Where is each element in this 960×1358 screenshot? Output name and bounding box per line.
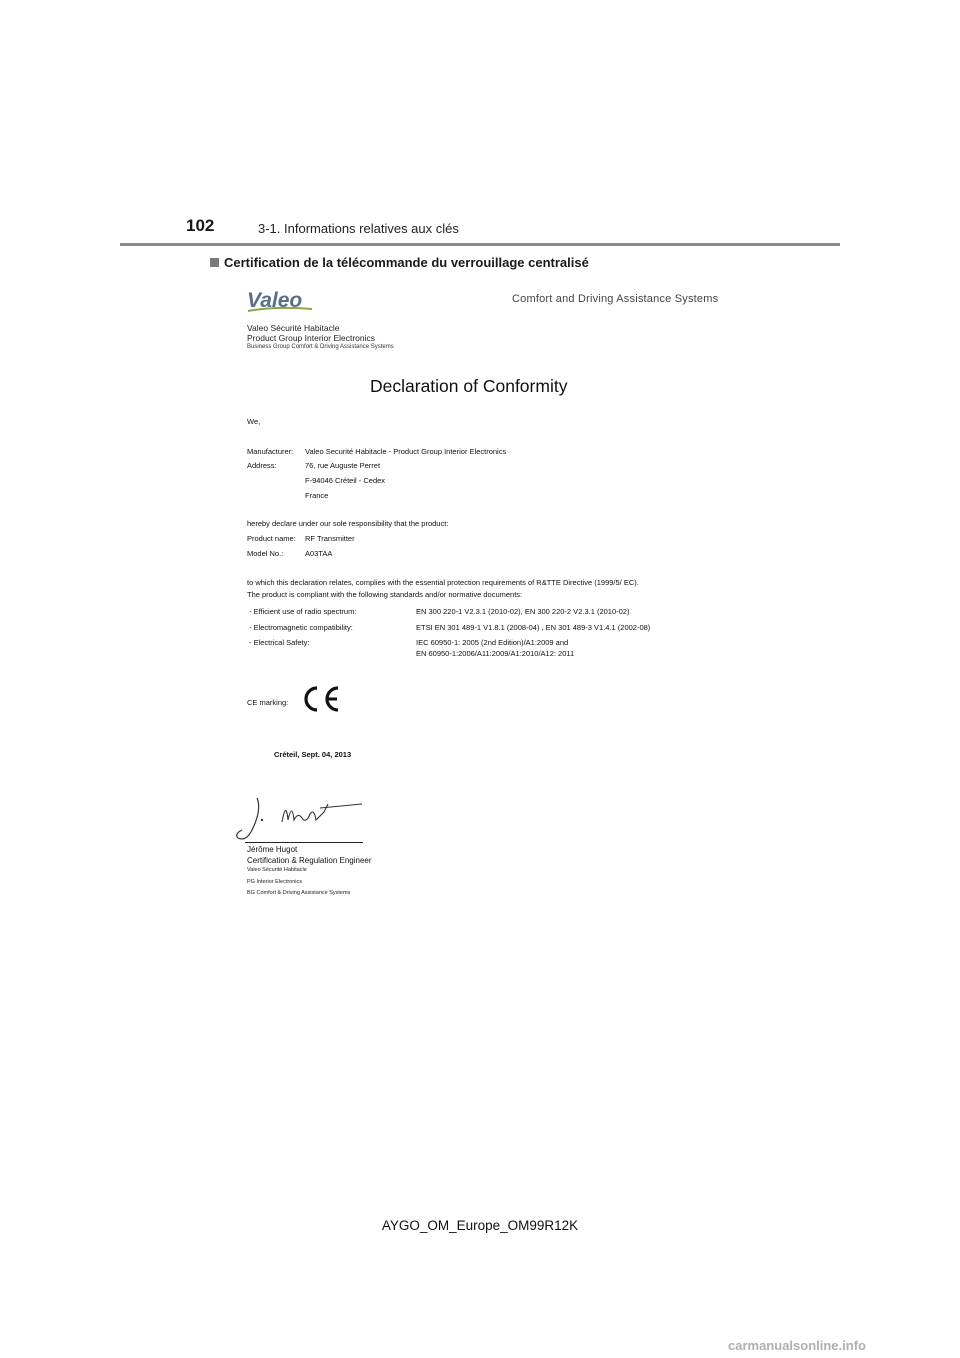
hereby-text: hereby declare under our sole responsibility that the product:: [247, 519, 449, 528]
standard-value: ETSI EN 301 489-1 V1.8.1 (2008-04) , EN 301 489-3 V1.4.1 (2002-08): [416, 623, 651, 632]
section-title: [210, 255, 589, 270]
manufacturer-label: Manufacturer:: [247, 447, 294, 456]
signer-line: BG Comfort & Driving Assistance Systems: [247, 890, 351, 896]
company-line: Valeo Sécurité Habitacle: [247, 323, 340, 333]
svg-text:Valeo: Valeo: [247, 289, 303, 312]
product-name-label: Product name:: [247, 534, 296, 543]
product-name-value: RF Transmitter: [305, 534, 355, 543]
address-line: France: [305, 491, 329, 500]
manufacturer-value: Valeo Securité Habitacle - Product Group Interior Electronics: [305, 447, 507, 456]
handwritten-signature: [232, 790, 372, 850]
page-number: 102: [186, 216, 215, 235]
standard-value: IEC 60950-1: 2005 (2nd Edition)/A1:2009 and: [416, 638, 569, 647]
place-date: Créteil, Sept. 04, 2013: [274, 750, 352, 759]
signer-name: Jérôme Hugot: [247, 845, 298, 854]
header-divider: [120, 243, 840, 246]
company-line: Product Group Interior Electronics: [247, 333, 376, 343]
company-line: Business Group Comfort & Driving Assistance Systems: [247, 344, 394, 350]
signer-line: Valeo Sécurité Habitacle: [247, 867, 307, 873]
signature-line: [245, 842, 363, 843]
address-line: F-94046 Créteil - Cedex: [305, 476, 386, 485]
model-label: Model No.:: [247, 549, 284, 558]
we-text: We,: [247, 417, 261, 426]
standard-label: - Electromagnetic compatibility:: [249, 623, 353, 632]
standard-value: EN 300 220-1 V2.3.1 (2010-02), EN 300 220-2 V2.3.1 (2010-02): [416, 607, 630, 616]
relates-text: to which this declaration relates, complies with the essential protection requirements of R&TTE Directive (1999/5/ EC).: [247, 578, 639, 587]
standard-value: EN 60950-1:2006/A11:2009/A1:2010/A12: 2011: [416, 649, 575, 658]
ce-mark-icon: [300, 684, 342, 714]
square-bullet-icon: [210, 258, 219, 267]
standard-label: - Electrical Safety:: [249, 638, 310, 647]
chapter-title: 3-1. Informations relatives aux clés: [258, 221, 459, 236]
address-line: 76, rue Auguste Perret: [305, 461, 381, 470]
signer-title: Certification & Regulation Engineer: [247, 856, 372, 865]
signer-line: PG Interior Electronics: [247, 879, 303, 885]
compliance-text: The product is compliant with the following standards and/or normative documents:: [247, 590, 523, 599]
document-id: AYGO_OM_Europe_OM99R12K: [381, 1218, 579, 1233]
tagline: Comfort and Driving Assistance Systems: [512, 293, 719, 305]
standard-label: - Efficient use of radio spectrum:: [249, 607, 357, 616]
model-value: A03TAA: [305, 549, 333, 558]
address-label: Address:: [247, 461, 277, 470]
section-title-text: Certification de la télécommande du verrouillage centralisé: [224, 255, 589, 270]
ce-marking-label: CE marking:: [247, 698, 289, 707]
watermark: carmanualsonline.info: [728, 1338, 866, 1353]
valeo-logo: [246, 288, 316, 314]
declaration-title: Declaration of Conformity: [370, 376, 568, 396]
